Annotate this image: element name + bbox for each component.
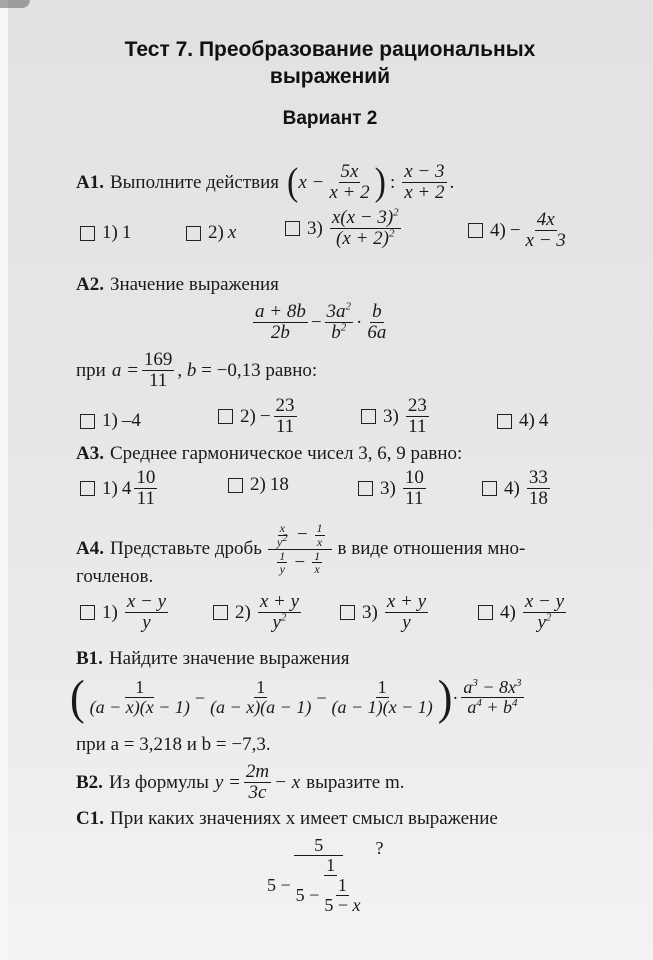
multiply-dot: · bbox=[452, 687, 459, 708]
minus-sign: − bbox=[259, 405, 271, 427]
a3-option-2[interactable] bbox=[228, 474, 289, 496]
question-text: Значение выражения bbox=[109, 274, 279, 295]
option-fraction: $\frac{x + y}{y^2}$ bbox=[259, 591, 300, 633]
minus-sign: − bbox=[509, 219, 521, 241]
option-number: 2) bbox=[235, 601, 251, 623]
option-fraction: $\frac{10}{11}$ bbox=[404, 467, 424, 509]
condition-prefix: при bbox=[76, 359, 106, 381]
option-number: 1) bbox=[102, 222, 118, 243]
a1-option-4[interactable] bbox=[468, 210, 571, 252]
condition-rest: , b = −0,13 равно: bbox=[177, 359, 318, 381]
option-value: –4 bbox=[121, 410, 141, 431]
expr-term: − x bbox=[274, 771, 301, 793]
a2-option-2[interactable] bbox=[218, 396, 300, 438]
fraction: $\frac{x}{y^2}$ bbox=[276, 521, 288, 549]
option-value: 18 bbox=[269, 474, 289, 495]
question-text: Из формулы bbox=[108, 771, 209, 793]
question-id: А1. bbox=[76, 171, 104, 193]
option-number: 2) bbox=[250, 474, 266, 495]
fraction: $\frac{1}{5 - x}$ bbox=[324, 874, 361, 915]
multiply-dot: · bbox=[356, 311, 363, 333]
fraction: $\frac{x - 3}{x + 2}$ bbox=[404, 161, 445, 203]
question-a2 bbox=[76, 274, 279, 296]
checkbox[interactable] bbox=[358, 481, 373, 496]
checkbox[interactable] bbox=[80, 414, 95, 429]
option-number: 4) bbox=[504, 477, 520, 499]
condition-text: при a = 3,218 и b = −7,3. bbox=[76, 734, 271, 755]
minus-sign: − bbox=[316, 687, 327, 708]
a2-option-3[interactable] bbox=[361, 396, 432, 438]
option-value: 4 bbox=[538, 410, 549, 431]
checkbox[interactable] bbox=[80, 226, 95, 241]
option-number: 2) bbox=[240, 405, 256, 427]
question-id: А2. bbox=[76, 274, 104, 295]
question-text-after: выразите m. bbox=[306, 771, 405, 793]
a4-option-1[interactable] bbox=[80, 592, 171, 634]
question-text: При каких значениях x имеет смысл выражение bbox=[109, 808, 498, 829]
paren-open: ( bbox=[287, 161, 299, 204]
option-number: 1) bbox=[102, 477, 118, 499]
question-text: Найдите значение выражения bbox=[108, 648, 350, 669]
fraction: $\frac{1}{y}$ bbox=[279, 548, 286, 577]
a4-line-2: гочленов. bbox=[76, 566, 154, 587]
option-number: 3) bbox=[380, 477, 396, 499]
option-number: 2) bbox=[208, 222, 224, 243]
b1-expression bbox=[70, 670, 527, 725]
checkbox[interactable] bbox=[80, 605, 95, 620]
checkbox[interactable] bbox=[285, 221, 300, 236]
checkbox[interactable] bbox=[340, 605, 355, 620]
a2-option-1[interactable] bbox=[80, 410, 141, 432]
question-text: Среднее гармоническое чисел 3, 6, 9 равно: bbox=[109, 443, 463, 464]
checkbox[interactable] bbox=[482, 481, 497, 496]
checkbox[interactable] bbox=[361, 409, 376, 424]
option-number: 1) bbox=[102, 410, 118, 431]
option-fraction: $\frac{33}{18}$ bbox=[528, 467, 548, 509]
complex-fraction: $\frac{x}{y^2}$ − $\frac{1}{x}$ $\frac{1}{y}$ − $\frac{1}{x}$ bbox=[268, 522, 332, 577]
question-b1 bbox=[76, 648, 350, 670]
checkbox[interactable] bbox=[497, 414, 512, 429]
expr-term: y = bbox=[214, 771, 241, 793]
a4-option-4[interactable] bbox=[478, 592, 569, 634]
option-number: 4) bbox=[500, 601, 516, 623]
option-number: 1) bbox=[102, 601, 118, 623]
fraction: $\frac{2m}{3c}$ bbox=[245, 761, 270, 803]
paren-close: ) bbox=[437, 670, 453, 725]
fraction: $\frac{169}{11}$ bbox=[143, 349, 173, 391]
minus-sign: − bbox=[310, 311, 322, 333]
checkbox[interactable] bbox=[228, 478, 243, 493]
a4-option-3[interactable] bbox=[340, 592, 431, 634]
whole-part: 4 bbox=[121, 477, 132, 499]
fraction: $\frac{1}{(a - x)(a - 1)}$ bbox=[210, 677, 312, 718]
option-value: x bbox=[227, 222, 237, 243]
minus-sign: − bbox=[194, 687, 206, 708]
option-fraction: $\frac{x - y}{y}$ bbox=[126, 591, 167, 633]
c1-expression bbox=[262, 836, 383, 915]
question-a3 bbox=[76, 443, 462, 465]
fraction: $\frac{3a^2}{b^2}$ bbox=[326, 300, 352, 343]
fraction: $\frac{1}{(a - x)(x - 1)}$ bbox=[89, 677, 190, 718]
option-fraction: $\frac{x(x - 3)^2}{(x + 2)^2}$ bbox=[331, 206, 399, 249]
question-id: В1. bbox=[76, 648, 103, 669]
page-title bbox=[70, 36, 590, 90]
fraction: $\frac{b}{6a}$ bbox=[367, 301, 387, 343]
expr-term: x − bbox=[298, 171, 325, 193]
option-fraction: $\frac{x - y}{y^2}$ bbox=[524, 591, 565, 633]
question-text: Выполните действия bbox=[109, 171, 280, 193]
option-fraction: $\frac{x + y}{y}$ bbox=[386, 591, 427, 633]
period: . bbox=[449, 171, 455, 193]
option-fraction: $\frac{23}{11}$ bbox=[407, 395, 427, 437]
question-b2 bbox=[76, 762, 405, 804]
option-fraction: $\frac{4x}{x - 3}$ bbox=[525, 209, 566, 251]
checkbox[interactable] bbox=[80, 481, 95, 496]
fraction: 1 5 − $\frac{1}{5 - x}$ bbox=[295, 854, 361, 915]
option-fraction: $\frac{10}{11}$ bbox=[136, 467, 156, 509]
a2-option-4[interactable] bbox=[497, 410, 548, 432]
variant-heading: Вариант 2 bbox=[282, 108, 378, 129]
checkbox[interactable] bbox=[478, 605, 493, 620]
question-id: А3. bbox=[76, 443, 104, 464]
option-fraction: $\frac{23}{11}$ bbox=[275, 395, 295, 437]
a4-option-2[interactable] bbox=[213, 592, 304, 634]
fraction: $\frac{a^3 - 8x^3}{a^4 + b^4}$ bbox=[463, 677, 522, 718]
question-mark: ? bbox=[375, 838, 384, 858]
a1-option-3[interactable] bbox=[285, 208, 404, 250]
option-number: 3) bbox=[383, 405, 399, 427]
fraction: $\frac{5x}{x + 2}$ bbox=[329, 161, 370, 203]
question-c1 bbox=[76, 808, 498, 830]
a1-option-1[interactable] bbox=[80, 222, 131, 244]
paren-open: ( bbox=[70, 670, 85, 725]
fraction: $\frac{a + 8b}{2b}$ bbox=[255, 301, 306, 343]
option-value: 1 bbox=[121, 222, 132, 243]
question-id: С1. bbox=[76, 808, 104, 829]
question-id: В2. bbox=[76, 771, 103, 793]
fraction: $\frac{1}{(a - 1)(x - 1)}$ bbox=[331, 677, 433, 718]
divide-sign: : bbox=[389, 171, 396, 193]
question-text-after: в виде отношения мно- bbox=[337, 538, 526, 560]
variable-a: a = bbox=[111, 359, 139, 381]
a3-option-4[interactable] bbox=[482, 468, 553, 510]
checkbox[interactable] bbox=[186, 226, 201, 241]
a2-condition bbox=[76, 350, 317, 392]
a1-option-2[interactable] bbox=[186, 222, 236, 244]
title-line-2: выражений bbox=[269, 65, 391, 88]
option-number: 4) bbox=[519, 410, 535, 431]
option-number: 3) bbox=[362, 601, 378, 623]
continued-fraction: 5 5 − 1 5 − $\frac{1}{5 - x}$ bbox=[265, 836, 372, 915]
question-text: Представьте дробь bbox=[109, 538, 262, 560]
checkbox[interactable] bbox=[468, 223, 483, 238]
checkbox[interactable] bbox=[213, 605, 228, 620]
option-number: 4) bbox=[490, 219, 506, 241]
fraction: $\frac{1}{x}$ bbox=[316, 521, 323, 549]
question-a1 bbox=[76, 162, 454, 204]
fraction: $\frac{1}{x}$ bbox=[314, 548, 321, 577]
a3-option-1[interactable] bbox=[80, 468, 160, 510]
option-number: 3) bbox=[307, 217, 323, 239]
a2-expression bbox=[250, 302, 391, 344]
b1-condition bbox=[76, 734, 271, 756]
checkbox[interactable] bbox=[218, 409, 233, 424]
a3-option-3[interactable] bbox=[358, 468, 429, 510]
question-id: А4. bbox=[76, 538, 104, 560]
title-line-1: Тест 7. Преобразование рациональных bbox=[124, 38, 536, 61]
paren-close: ) bbox=[374, 161, 386, 204]
